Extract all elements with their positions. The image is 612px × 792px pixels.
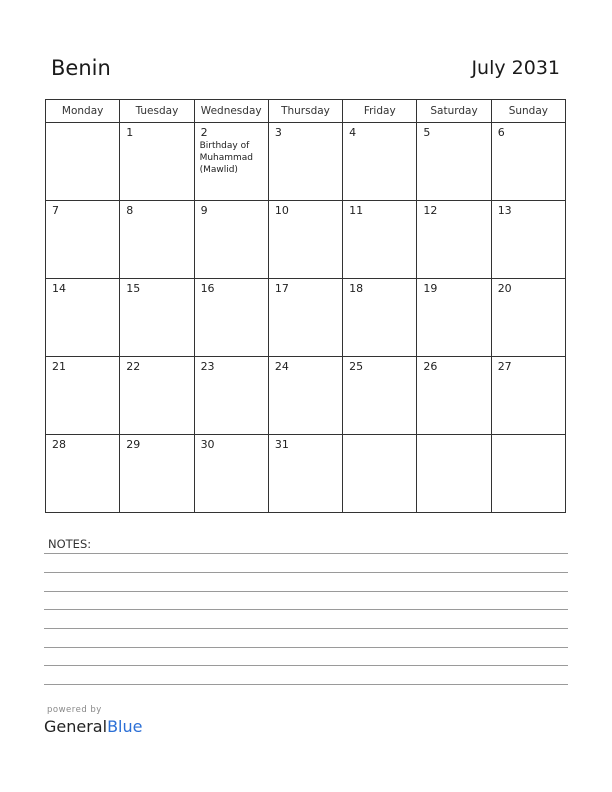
day-cell	[46, 279, 120, 357]
day-number: 13	[497, 204, 512, 217]
powered-by-text: powered by	[47, 705, 102, 715]
day-number: 21	[52, 360, 66, 373]
week-row	[46, 357, 566, 435]
weekday-header: Thursday	[268, 100, 342, 123]
day-number: 6	[497, 126, 505, 139]
note-line	[44, 553, 568, 554]
note-line	[44, 591, 568, 592]
day-cell	[120, 279, 194, 357]
weekday-header: Saturday	[417, 100, 491, 123]
day-cell	[268, 279, 342, 357]
calendar-grid	[45, 99, 566, 513]
day-cell	[46, 123, 120, 201]
day-cell	[120, 201, 194, 279]
day-cell	[343, 435, 417, 513]
day-cell	[491, 435, 565, 513]
day-number: 27	[497, 360, 512, 373]
week-row	[46, 435, 566, 513]
week-row	[46, 279, 566, 357]
day-cell	[491, 201, 565, 279]
note-line	[44, 628, 568, 629]
day-cell	[491, 357, 565, 435]
note-line	[44, 665, 568, 666]
day-cell	[46, 201, 120, 279]
day-cell	[417, 201, 491, 279]
day-number: 1	[126, 126, 134, 139]
day-cell	[194, 357, 268, 435]
day-number: 30	[200, 438, 215, 451]
day-number: 26	[423, 360, 438, 373]
country-title: Benin	[51, 56, 111, 80]
day-number: 2	[200, 126, 208, 139]
notes-label: NOTES:	[48, 537, 92, 551]
day-number: 25	[349, 360, 364, 373]
day-number: 4	[349, 126, 357, 139]
day-cell	[343, 201, 417, 279]
brand-general-text: General	[44, 717, 108, 736]
day-number: 31	[274, 438, 289, 451]
day-number: 11	[349, 204, 364, 217]
day-number: 17	[274, 282, 289, 295]
day-cell	[417, 279, 491, 357]
weekday-header: Monday	[46, 100, 120, 123]
day-number: 22	[126, 360, 141, 373]
day-cell	[268, 435, 342, 513]
weekday-header: Sunday	[491, 100, 565, 123]
day-number: 12	[423, 204, 438, 217]
day-cell	[268, 201, 342, 279]
week-row	[46, 123, 566, 201]
day-number: 15	[126, 282, 141, 295]
day-cell	[491, 123, 565, 201]
note-line	[44, 609, 568, 610]
note-line	[44, 684, 568, 685]
day-number: 8	[126, 204, 134, 217]
day-number: 18	[349, 282, 364, 295]
day-number: 28	[52, 438, 66, 451]
day-cell	[194, 201, 268, 279]
day-cell	[343, 123, 417, 201]
day-cell	[120, 123, 194, 201]
day-cell	[46, 435, 120, 513]
day-number: 14	[52, 282, 66, 295]
brand-logo	[44, 717, 142, 736]
day-cell	[417, 123, 491, 201]
day-cell	[46, 357, 120, 435]
day-number: 9	[200, 204, 208, 217]
day-cell	[194, 435, 268, 513]
day-number: 23	[200, 360, 215, 373]
day-cell	[194, 279, 268, 357]
month-year-title: July 2031	[471, 57, 560, 79]
day-cell	[194, 123, 268, 201]
note-line	[44, 647, 568, 648]
day-number: 29	[126, 438, 141, 451]
day-cell	[268, 123, 342, 201]
holiday-event: Birthday of Muhammad (Mawlid)	[199, 141, 254, 175]
day-number: 10	[274, 204, 289, 217]
day-cell	[268, 357, 342, 435]
day-number: 16	[200, 282, 215, 295]
day-cell	[343, 279, 417, 357]
day-number: 19	[423, 282, 438, 295]
day-cell	[343, 357, 417, 435]
day-cell	[417, 435, 491, 513]
note-line	[44, 572, 568, 573]
day-number: 7	[52, 204, 59, 217]
week-row	[46, 201, 566, 279]
day-cell	[120, 435, 194, 513]
day-cell	[491, 279, 565, 357]
weekday-header: Wednesday	[194, 100, 268, 123]
weekday-header: Friday	[343, 100, 417, 123]
weekday-header: Tuesday	[120, 100, 194, 123]
day-cell	[120, 357, 194, 435]
day-number: 20	[497, 282, 512, 295]
day-number: 24	[274, 360, 289, 373]
day-number: 5	[423, 126, 431, 139]
brand-blue-text: Blue	[107, 717, 143, 736]
day-cell	[417, 357, 491, 435]
day-number: 3	[274, 126, 282, 139]
weekday-header-row	[46, 100, 566, 123]
